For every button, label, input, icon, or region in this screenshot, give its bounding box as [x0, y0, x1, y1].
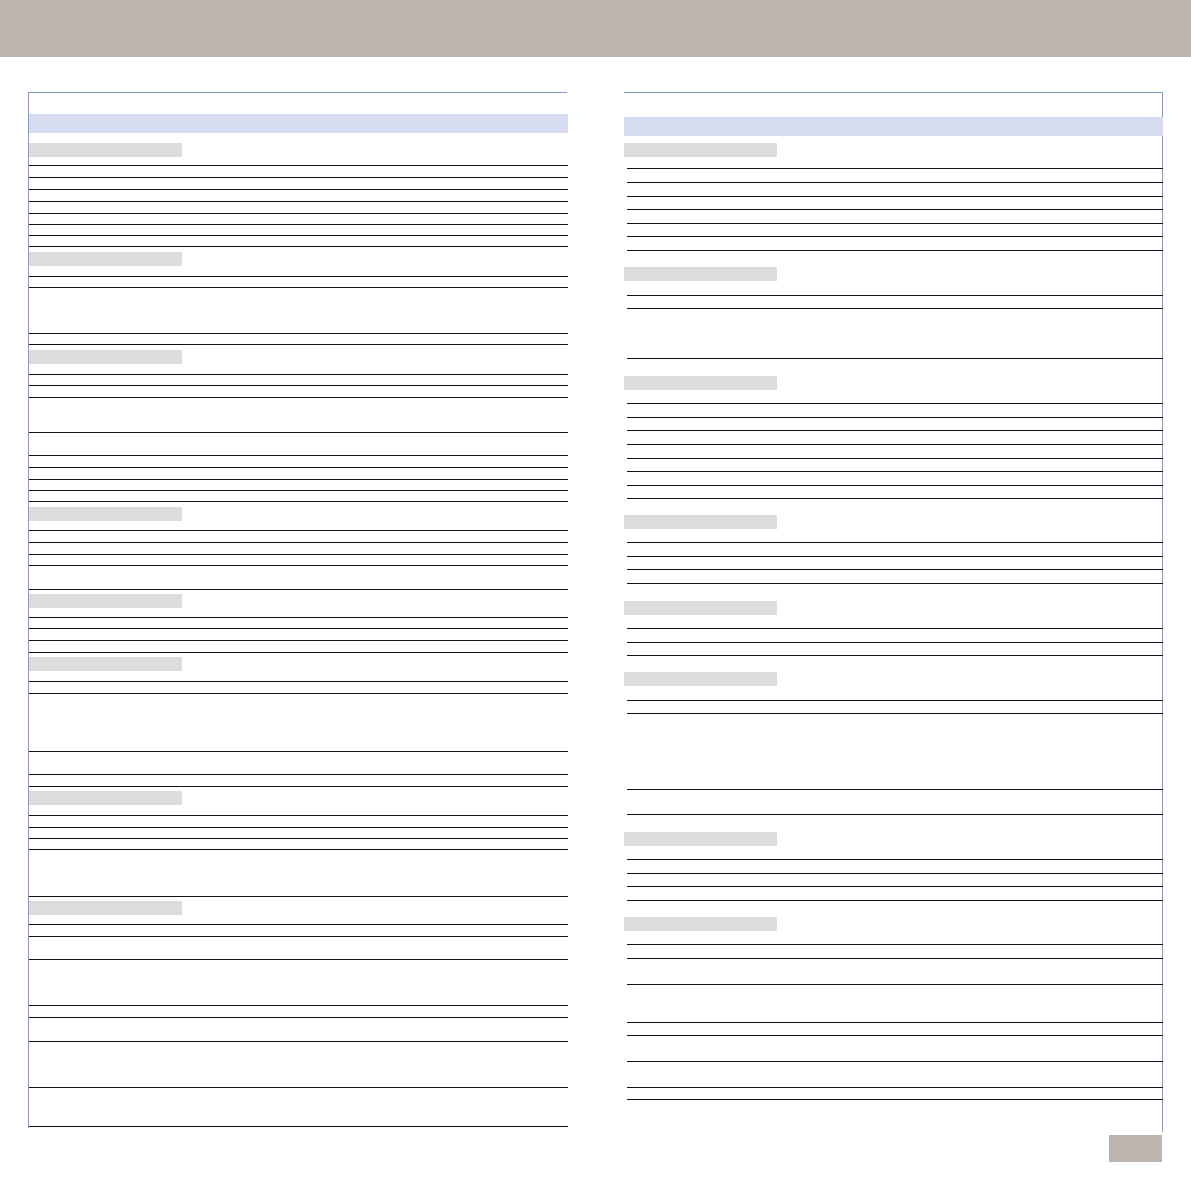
- row-rule: [29, 467, 568, 468]
- row-rule: [29, 1087, 568, 1088]
- row-rule: [29, 490, 568, 491]
- row-rule: [29, 287, 568, 288]
- row-rule: [627, 358, 1163, 359]
- row-rule: [29, 374, 568, 375]
- section-label-bar: [29, 657, 182, 671]
- row-rule: [627, 655, 1163, 656]
- row-rule: [29, 455, 568, 456]
- row-rule: [627, 209, 1163, 210]
- section-label-bar: [29, 507, 182, 521]
- section-label-bar: [29, 594, 182, 608]
- row-rule: [29, 589, 568, 590]
- row-rule: [29, 681, 568, 682]
- section-label-bar: [624, 267, 777, 281]
- row-rule: [29, 565, 568, 566]
- row-rule: [29, 530, 568, 531]
- row-rule: [29, 751, 568, 752]
- row-rule: [29, 652, 568, 653]
- row-rule: [627, 403, 1163, 404]
- row-rule: [29, 640, 568, 641]
- row-rule: [29, 896, 568, 897]
- row-rule: [627, 308, 1163, 309]
- row-rule: [627, 196, 1163, 197]
- row-rule: [29, 213, 568, 214]
- page-number-tab: [1109, 1135, 1162, 1162]
- row-rule: [627, 859, 1163, 860]
- section-label-bar: [624, 143, 777, 157]
- section-label-bar: [624, 601, 777, 615]
- section-label-bar: [624, 376, 777, 390]
- section-label-bar: [29, 143, 182, 157]
- row-rule: [627, 789, 1163, 790]
- row-rule: [627, 458, 1163, 459]
- row-rule: [29, 201, 568, 202]
- row-rule: [29, 924, 568, 925]
- row-rule: [29, 815, 568, 816]
- row-rule: [29, 177, 568, 178]
- row-rule: [627, 1061, 1163, 1062]
- row-rule: [627, 1099, 1163, 1100]
- right-spec-table: [624, 92, 1163, 1132]
- row-rule: [29, 693, 568, 694]
- row-rule: [29, 617, 568, 618]
- row-rule: [29, 628, 568, 629]
- row-rule: [627, 1022, 1163, 1023]
- row-rule: [29, 333, 568, 334]
- row-rule: [627, 223, 1163, 224]
- row-rule: [29, 786, 568, 787]
- row-rule: [29, 385, 568, 386]
- row-rule: [627, 250, 1163, 251]
- row-rule: [29, 432, 568, 433]
- table-header-bar: [29, 114, 568, 133]
- row-rule: [627, 485, 1163, 486]
- row-rule: [627, 814, 1163, 815]
- row-rule: [627, 900, 1163, 901]
- row-rule: [29, 165, 568, 166]
- row-rule: [29, 189, 568, 190]
- row-rule: [29, 827, 568, 828]
- row-rule: [627, 984, 1163, 985]
- row-rule: [627, 444, 1163, 445]
- row-rule: [29, 246, 568, 247]
- row-rule: [29, 224, 568, 225]
- header-band: [0, 0, 1191, 57]
- row-rule: [29, 849, 568, 850]
- row-rule: [627, 873, 1163, 874]
- row-rule: [627, 498, 1163, 499]
- row-rule: [627, 417, 1163, 418]
- row-rule: [627, 628, 1163, 629]
- row-rule: [627, 958, 1163, 959]
- row-rule: [29, 1005, 568, 1006]
- section-label-bar: [624, 917, 777, 931]
- table-header-bar: [624, 117, 1163, 136]
- row-rule: [627, 1035, 1163, 1036]
- row-rule: [627, 295, 1163, 296]
- row-rule: [29, 838, 568, 839]
- row-rule: [627, 236, 1163, 237]
- row-rule: [29, 344, 568, 345]
- row-rule: [627, 700, 1163, 701]
- section-label-bar: [29, 252, 182, 266]
- row-rule: [627, 642, 1163, 643]
- row-rule: [29, 397, 568, 398]
- section-label-bar: [29, 350, 182, 364]
- section-label-bar: [624, 672, 777, 686]
- row-rule: [29, 542, 568, 543]
- row-rule: [627, 583, 1163, 584]
- left-spec-table: [28, 92, 567, 1128]
- row-rule: [29, 235, 568, 236]
- section-label-bar: [624, 832, 777, 846]
- row-rule: [627, 168, 1163, 169]
- row-rule: [627, 1087, 1163, 1088]
- row-rule: [29, 1126, 568, 1127]
- row-rule: [29, 276, 568, 277]
- row-rule: [29, 1017, 568, 1018]
- row-rule: [29, 774, 568, 775]
- row-rule: [627, 542, 1163, 543]
- row-rule: [627, 569, 1163, 570]
- row-rule: [29, 936, 568, 937]
- row-rule: [627, 556, 1163, 557]
- row-rule: [627, 944, 1163, 945]
- section-label-bar: [624, 515, 777, 529]
- row-rule: [627, 430, 1163, 431]
- row-rule: [29, 1041, 568, 1042]
- row-rule: [29, 959, 568, 960]
- row-rule: [627, 182, 1163, 183]
- row-rule: [627, 886, 1163, 887]
- section-label-bar: [29, 791, 182, 805]
- row-rule: [29, 501, 568, 502]
- row-rule: [627, 713, 1163, 714]
- section-label-bar: [29, 901, 182, 915]
- row-rule: [627, 471, 1163, 472]
- row-rule: [29, 554, 568, 555]
- row-rule: [29, 479, 568, 480]
